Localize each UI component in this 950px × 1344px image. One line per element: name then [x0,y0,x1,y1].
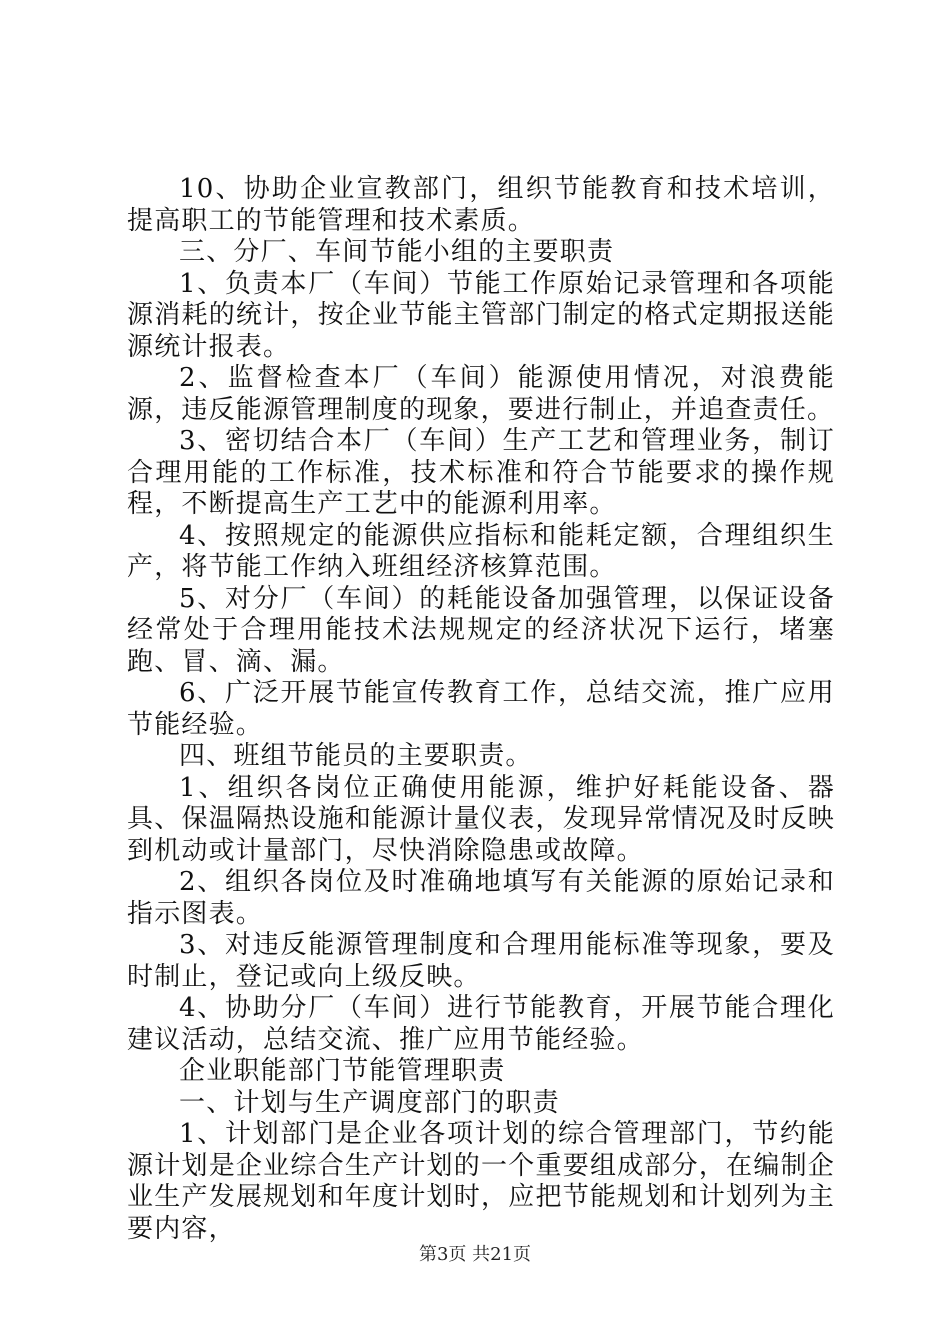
paragraph-violations: 3、对违反能源管理制度和合理用能标准等现象，要及时制止，登记或向上级反映。 [127,930,835,992]
paragraph-publicity: 6、广泛开展节能宣传教育工作，总结交流，推广应用节能经验。 [127,678,835,740]
paragraph-supply-indicators: 4、按照规定的能源供应指标和能耗定额，合理组织生产，将节能工作纳入班组经济核算范围。 [127,520,835,582]
paragraph-equipment-management: 5、对分厂（车间）的耗能设备加强管理，以保证设备经常处于合理用能技术法规规定的经济状况下运行，堵塞跑、冒、滴、漏。 [127,583,835,677]
paragraph-planning-role: 1、计划部门是企业各项计划的综合管理部门，节约能源计划是企业综合生产计划的一个重要组成部分，在编制企业生产发展规划和年度计划时，应把节能规划和计划列为主要内容， [127,1119,835,1244]
paragraph-original-records: 2、组织各岗位及时准确地填写有关能源的原始记录和指示图表。 [127,867,835,929]
paragraph-correct-usage: 1、组织各岗位正确使用能源，维护好耗能设备、器具、保温隔热设施和能源计量仪表，发现异常情况及时反映到机动或计量部门，尽快消除隐患或故障。 [127,772,835,866]
paragraph-inspection: 2、监督检查本厂（车间）能源使用情况，对浪费能源，违反能源管理制度的现象，要进行制止，并追查责任。 [127,363,835,425]
section-heading-planning-department: 一、计划与生产调度部门的职责 [179,1087,560,1118]
paragraph-training: 10、协助企业宣教部门，组织节能教育和技术培训，提高职工的节能管理和技术素质。 [127,174,835,236]
paragraph-assist-education: 4、协助分厂（车间）进行节能教育，开展节能合理化建议活动，总结交流、推广应用节能经验。 [127,993,835,1055]
document-body [127,174,835,1245]
paragraph-records-statistics: 1、负责本厂（车间）节能工作原始记录管理和各项能源消耗的统计，按企业节能主管部门制定的格式定期报送能源统计报表。 [127,268,835,362]
section-heading-branch-group: 三、分厂、车间节能小组的主要职责 [179,237,615,267]
paragraph-process-standards: 3、密切结合本厂（车间）生产工艺和管理业务，制订合理用能的工作标准，技术标准和符合节能要求的操作规程，不断提高生产工艺中的能源利用率。 [127,426,835,519]
page-footer: 第3页 共21页 [418,1244,532,1265]
section-heading-team-officer: 四、班组节能员的主要职责。 [179,741,533,771]
section-heading-functional-departments: 企业职能部门节能管理职责 [179,1056,506,1086]
